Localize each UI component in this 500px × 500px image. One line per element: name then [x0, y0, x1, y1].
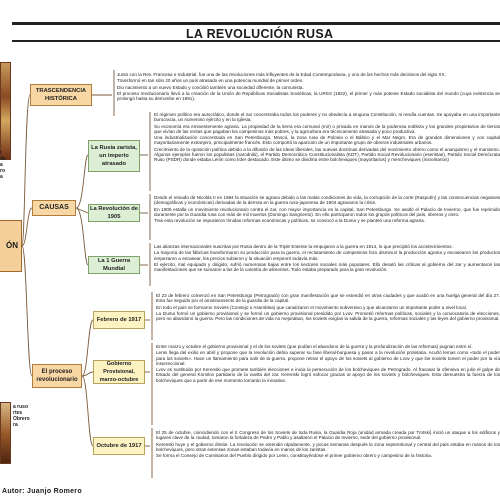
text-line: El proceso revolucionario llevó a la creación de la Unión de Repúblicas Socialistas Soviéticas, la URSS (1922), el primer y más potente Estado socialista del mundo (cuya existencia se prolongó hasta su derrumbe en 1991). [117, 90, 500, 102]
caption-line: ra [13, 422, 18, 428]
caption-line: ro [0, 168, 5, 174]
root-node [0, 220, 22, 272]
caption-line: rtes [13, 410, 23, 416]
gobierno-provisional-text [156, 344, 500, 426]
caption-line: a ruso [13, 404, 29, 410]
rusia-zarista-label: La Rusia zarista, un imperio atrasado [91, 145, 137, 167]
causas-node [32, 200, 76, 216]
text-line: Se forma el Consejo de Comisarios del Pueblo dirigido por Lenin, constituyéndose el primer gobierno obrero y campesino de la historia. [156, 453, 433, 459]
trascendencia-label: TRASCENDENCIA HISTÓRICA [35, 88, 87, 102]
rusia-zarista-text [154, 112, 500, 192]
title-bar [12, 22, 500, 42]
caption-line: r [0, 150, 2, 156]
gobierno-provisional-label: Gobierno Provisional, marzo-octubre [99, 361, 139, 383]
text-line: Su economía era eminentemente agraria. La propiedad de la tierra era comunal (mir) o privada en manos de la poderosa nobleza y los grandes propietarios de tierras que vivían de las rentas que pagaban los campesinos más pobres, y la agricultura era técnicamente atrasada y poco productiva. [154, 123, 500, 134]
text-line: La mayoría de las fábricas transformaron su producción para la guerra, el reclutamiento de campesinos hizo disminuir la producción agraria y escasearon los productos empezaron a escasear, los precios subieron y la situación empeoró todavía más. [154, 250, 500, 261]
text-line: El ejército, mal equipado y dirigido, sufrió numerosas bajas entre los sectores sociales más populares. Ello desató las críticas al gobierno del zar y aumentaron las manifestaciones que se sumaron a las de la carestía de alimentos. Todo estaba preparado para la gran revolución. [154, 261, 500, 273]
text-line: El 25 de octubre, coincidiendo con el II Congreso de los Soviets de toda Rusia, la Guardia Roja (unidad armada creada por Trotski) inició un ataque a los edificios y lugares clave de la ciudad, tomaron la fortaleza de Pedro y Pablo y asaltaron el Palacio de Invierno, sede del gobierno provisional. [156, 430, 500, 441]
octubre-label: Octubre de 1917 [96, 443, 142, 449]
text-line: Crecimiento de la oposición política debido a la difusión de las ideas liberales, las nuevas doctrinas derivadas del movimiento obrero como el anarquismo y el marxismo. Algunos ejemplos fueron los populistas (narodniki), el Partido Democrático Constitucionalista (KDT), Partido Social Revolucionario (eseristas), Partido Social Demócrata Ruso (PSDR) donde estaba Lenin como líder destacado. Este último se dividiría entre bolcheviques (mayoritarios) y mencheviques (minoritarios) [154, 146, 500, 163]
revolucion-1905-text [154, 195, 500, 241]
text-line: El régimen político era autocrático, donde el zar concentraba todos los poderes y no obedecía a ninguna Constitución, ni rendía cuentas. Se apoyaba en una importante burocracia, un numeroso ejército y en la Iglesia. [154, 112, 500, 123]
painting-bottom-image [0, 402, 11, 464]
author-credit: Autor: Juanjo Romero [2, 488, 82, 495]
painting-top-image [0, 62, 11, 160]
page-title: LA REVOLUCIÓN RUSA [186, 27, 334, 41]
octubre-node [93, 437, 145, 455]
trascendencia-node [30, 84, 92, 106]
bottom-caption [13, 404, 30, 428]
text-line: En 1905 estalla un movimiento revolucionario contra el zar, con mayor importancia en la capital, San Petersburgo. Se asaltó el Palacio de Invierno, que fue reprimido duramente por la Guardia rusa con más de mil muertos (Domingo Sangriento). En ello participaron todos los grupos políticos del país, obreros y clero. [154, 206, 500, 217]
text-line: Lvov es sustituido por Kerenski que promete también elecciones e inicia la persecución de los bolcheviques de Petrogrado. Al fracasar la ofensiva en julio el golpe de Estado del general Kornilov partidario de la vuelta del zar. Kerenski logró sofocar gracias al apoyo de los soviets y bolcheviques. Esto demuestra la fuerza de los bolcheviques que a partir de ese momento tomarán la iniciativa. [156, 367, 500, 383]
revolucion-1905-label: La Revolución de 1905 [90, 206, 138, 220]
febrero-node [93, 311, 145, 329]
primera-guerra-node [88, 256, 140, 274]
top-caption [0, 150, 6, 180]
caption-line: a [0, 162, 3, 168]
text-line: Kerenski huye y el gobierno dimite. La revolución se extendió rápidamente, y pocas semanas después la zona septentrional y central del país estaba en manos de los bolcheviques, pero otras extensas zonas estaban todavía en manos de los zaristas. [156, 441, 500, 452]
caption-line: Obrero [13, 416, 30, 422]
text-line: Entre marzo y octubre el gobierno provisional y el de los soviets (que podían el abandono de la guerra y la profundización de las reformas) pugnan entre sí. [156, 344, 473, 349]
proceso-node [32, 364, 82, 388]
febrero-label: Febrero de 1917 [96, 317, 142, 323]
octubre-text [156, 430, 500, 480]
text-line: La Duma formó un gobierno provisional y se formó un gobierno provisional presidido por Lvov. Prometió reformas políticas, sociales y la convocatoria de elecciones, pero no abandonó la guerra. Pero las condiciones de vida no mejoraban, los soviets exigían la salida de la guerra, reformas sociales y las leyes del gobierno provisional. [156, 310, 500, 322]
text-line: Junto con la Rev. Francesa e Industrial, fue una de las revoluciones más influyentes de la Edad Contemporánea, y uno de los hechos más decisivos del siglo XX. [117, 72, 446, 77]
text-line: Dio nacimiento a un nuevo Estado y concibió también una sociedad diferente, la comunista. [117, 84, 304, 90]
proceso-label: El proceso revolucionario [36, 369, 78, 383]
text-line: Lenin llega del exilio en abril y propone que la revolución debía superar su fase liberal-burguesa y pasar a la revolución proletaria. Acuñó lemas como «todo el poder para los soviets». Hace un llamamiento para salir de la guerra, propone retirar el apoyo de los soviets al gobierno de Lvov y que los soviets tomen el poder por la vía insurreccional. [156, 350, 500, 366]
rusia-zarista-node [88, 140, 140, 172]
text-line: Desde el reinado de Nicolás II en 1894 la situación se agrava debido a las malas condiciones de vida, la corrupción de la corte (Rasputín) y las consecuencias negativas (demográficas y económicas) derivadas de la derrota en la guerra ruso-japonesa de 1904 agravaron la crisis. [154, 195, 500, 206]
root-label: ÓN [6, 241, 18, 250]
revolucion-1905-node [88, 204, 140, 222]
text-line: Una industrialización concentrada en San Petersburgo, Moscú, la zona rusa de Polonia o el Báltico y el Mar Negro. Era de grandes dimensiones y con capital mayoritariamente extranjero, principalmente francés. Esto comportó la aparición de un importante grupo de obreros industriales urbanos. [154, 135, 500, 146]
text-line: Las alianzas internacionales suscritas por Rusia dentro de la Triple Entente la empujaron a la guerra en 1914, lo que precipitó los acontecimientos. [154, 244, 453, 249]
primera-guerra-label: La 1 Guerra Mundial [97, 258, 131, 272]
primera-guerra-text [154, 244, 500, 287]
causas-label: CAUSAS [39, 204, 69, 211]
text-line: Tras esta revolución se impusieron tímidas reformas económicas y políticas, se convocó a la Duma y se planteó una reforma agraria. [154, 218, 425, 224]
caption-line: a [0, 174, 3, 180]
caption-line: de [0, 156, 6, 162]
text-line: El 23 de febrero comenzó en San Petersburgo (Petrogrado) con gran manifestación que se extendió en otras ciudades y que acabó en una huelga general del día 27. Esto fue seguido por el amotinamiento de la guardia de la capital. [156, 293, 500, 304]
text-line: Transformó en tan sólo 20 años un país atrasado en una potencia mundial de primer orden. [117, 78, 304, 84]
febrero-text [156, 293, 500, 341]
gobierno-provisional-node [93, 360, 145, 384]
text-line: En todo el país se formaron Soviets (Consejo o Asamblea) que canalizaron el movimiento subversivo y que alcanzaron un importante poder a nivel local. [156, 304, 468, 310]
